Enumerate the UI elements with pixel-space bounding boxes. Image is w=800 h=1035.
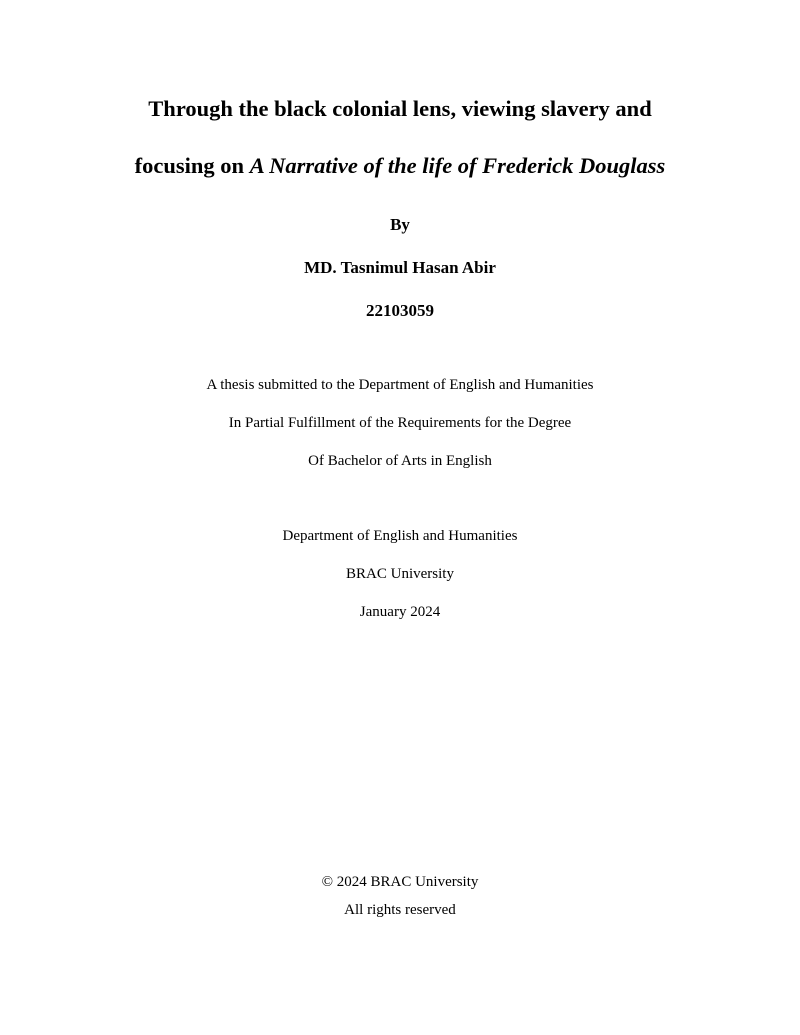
submission-statement-line-1: A thesis submitted to the Department of English and Humanities <box>206 377 594 393</box>
department-name: Department of English and Humanities <box>282 528 518 544</box>
byline: By <box>390 215 410 234</box>
copyright-notice: © 2024 BRAC University <box>321 874 479 890</box>
book-title: A Narrative of the life of Frederick Douglass <box>249 153 666 178</box>
thesis-title-line-2 <box>0 152 800 180</box>
submission-statement-line-3: Of Bachelor of Arts in English <box>308 453 492 469</box>
student-id: 22103059 <box>366 301 434 320</box>
university-name: BRAC University <box>346 566 454 582</box>
thesis-title-line-1 <box>0 95 800 123</box>
rights-statement: All rights reserved <box>344 902 456 918</box>
submission-statement-line-2: In Partial Fulfillment of the Requirements for the Degree <box>228 415 572 431</box>
author-name: MD. Tasnimul Hasan Abir <box>304 258 496 277</box>
thesis-title-prefix: focusing on <box>134 153 250 178</box>
thesis-title-text-1: Through the black colonial lens, viewing slavery and <box>148 96 652 121</box>
submission-date: January 2024 <box>359 604 441 620</box>
